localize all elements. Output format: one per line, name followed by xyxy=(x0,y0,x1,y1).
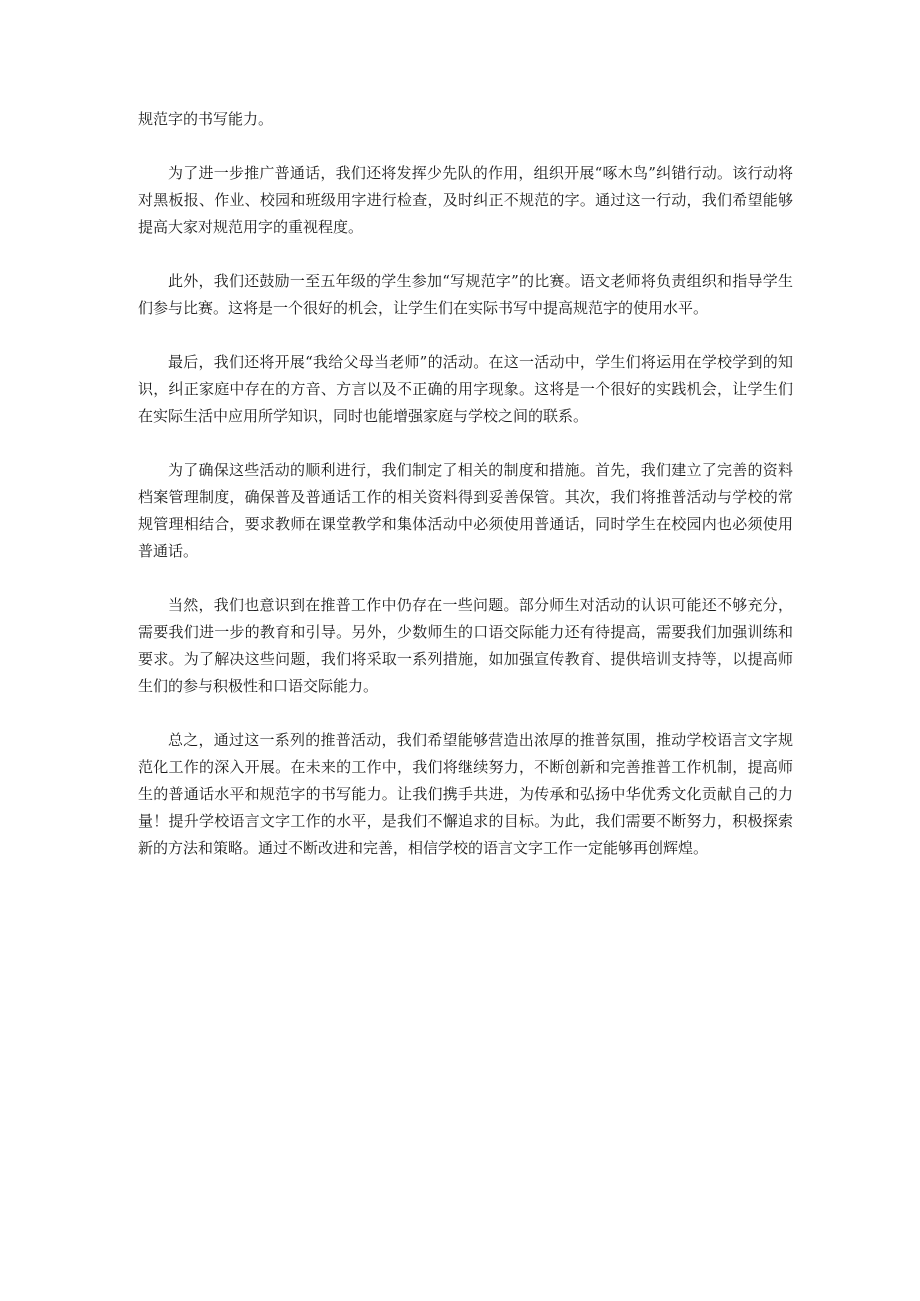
paragraph-writing-contest: 此外，我们还鼓励一至五年级的学生参加“写规范字”的比赛。语文老师将负责组织和指导学生们参与比赛。这将是一个很好的机会，让学生们在实际书写中提高规范字的使用水平。 xyxy=(138,272,793,317)
paragraph-problems: 当然，我们也意识到在推普工作中仍存在一些问题。部分师生对活动的认识可能还不够充分，需要我们进一步的教育和引导。另外，少数师生的口语交际能力还有待提高，需要我们加强训练和要求。为了解决这些问题，我们将采取一系列措施，如加强宣传教育、提供培训支持等，以提高师生们的参与积极性和口语交际能力。 xyxy=(138,596,793,695)
paragraph-conclusion: 总之，通过这一系列的推普活动，我们希望能够营造出浓厚的推普氛围，推动学校语言文字规范化工作的深入开展。在未来的工作中，我们将继续努力，不断创新和完善推普工作机制，提高师生的普通话水平和规范字的书写能力。让我们携手共进，为传承和弘扬中华优秀文化贡献自己的力量！提升学校语言文字工作的水平，是我们不懈追求的目标。为此，我们需要不断努力，积极探索新的方法和策略。通过不断改进和完善，相信学校的语言文字工作一定能够再创辉煌。 xyxy=(138,731,793,857)
document-body xyxy=(138,106,793,889)
paragraph-systems-measures: 为了确保这些活动的顺利进行，我们制定了相关的制度和措施。首先，我们建立了完善的资料档案管理制度，确保普及普通话工作的相关资料得到妥善保管。其次，我们将推普活动与学校的常规管理相结合，要求教师在课堂教学和集体活动中必须使用普通话，同时学生在校园内也必须使用普通话。 xyxy=(138,461,793,560)
paragraph-continuation: 规范字的书写能力。 xyxy=(138,110,274,128)
paragraph-woodpecker-campaign: 为了进一步推广普通话，我们还将发挥少先队的作用，组织开展“啄木鸟”纠错行动。该行动将对黑板报、作业、校园和班级用字进行检查，及时纠正不规范的字。通过这一行动，我们希望能够提高大家对规范用字的重视程度。 xyxy=(138,164,793,236)
paragraph-teach-parents-activity: 最后，我们还将开展“我给父母当老师”的活动。在这一活动中，学生们将运用在学校学到的知识，纠正家庭中存在的方音、方言以及不正确的用字现象。这将是一个很好的实践机会，让学生们在实际生活中应用所学知识，同时也能增强家庭与学校之间的联系。 xyxy=(138,353,793,425)
